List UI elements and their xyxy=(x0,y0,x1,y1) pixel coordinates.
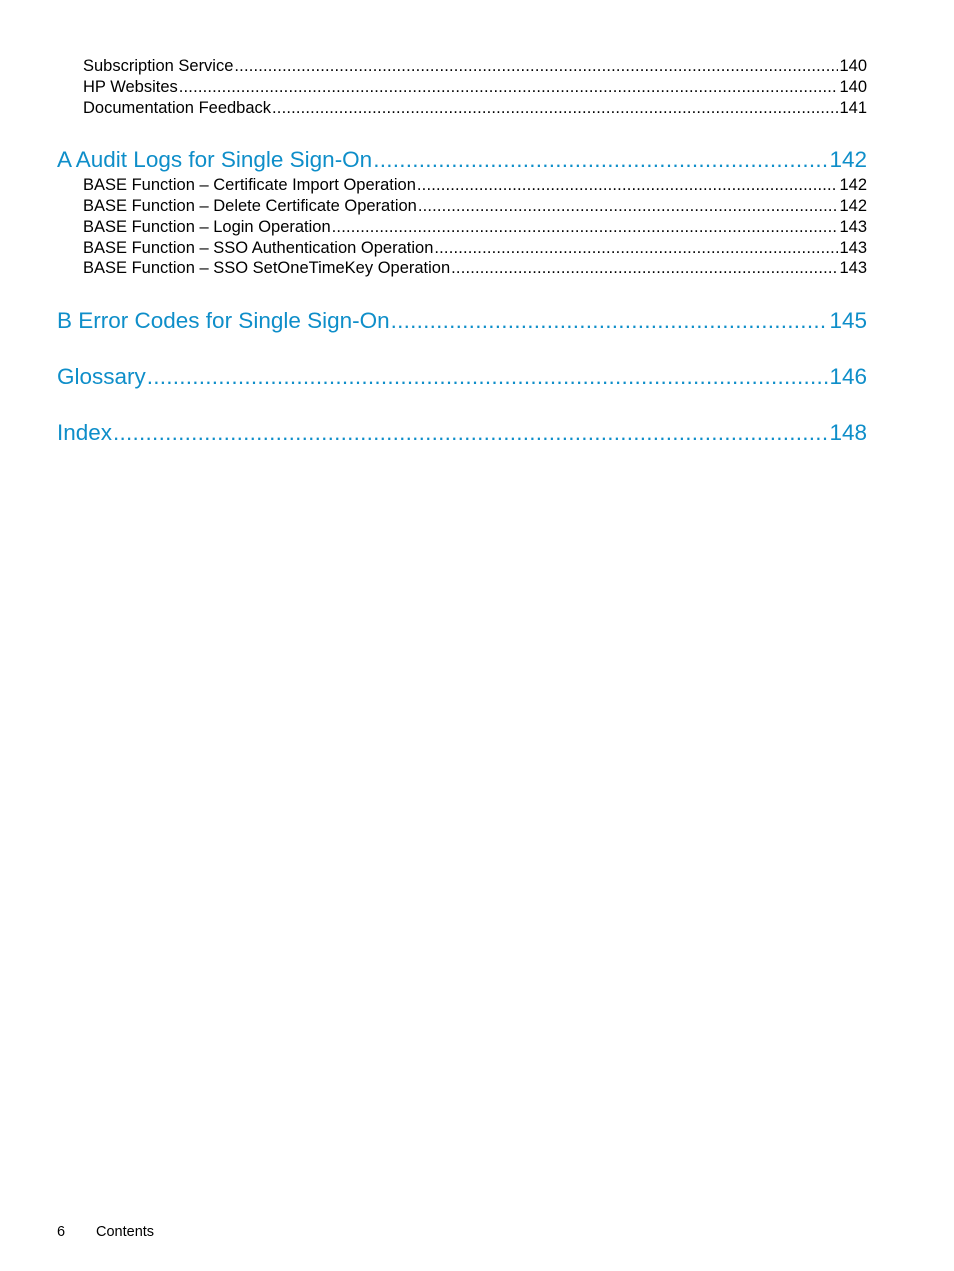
toc-chapter-index[interactable] xyxy=(57,418,867,448)
toc-entry-title: BASE Function – SSO SetOneTimeKey Operation xyxy=(83,259,451,277)
dot-leader xyxy=(434,238,838,259)
toc-entry-certificate-import[interactable] xyxy=(83,175,867,196)
toc-chapter-title: A Audit Logs for Single Sign-On xyxy=(57,147,373,172)
toc-entry-page: 140 xyxy=(839,78,867,96)
toc-entry-title: BASE Function – Delete Certificate Operation xyxy=(83,197,417,215)
toc-chapter-glossary[interactable] xyxy=(57,362,867,392)
toc-chapter-title: B Error Codes for Single Sign-On xyxy=(57,308,390,333)
toc-entry-page: 143 xyxy=(839,239,867,257)
dot-leader xyxy=(451,258,838,279)
dot-leader xyxy=(417,175,839,196)
footer-section-label: Contents xyxy=(96,1224,155,1240)
toc-entry-title: BASE Function – Certificate Import Operation xyxy=(83,176,416,194)
toc-entry-title: BASE Function – Login Operation xyxy=(83,218,331,236)
toc-entry-documentation-feedback[interactable] xyxy=(83,98,867,119)
toc-entry-title: Documentation Feedback xyxy=(83,99,272,117)
toc-chapter-title: Glossary xyxy=(57,364,146,389)
footer-page-number: 6 xyxy=(57,1224,66,1240)
dot-leader xyxy=(179,77,839,98)
toc-chapter-page: 145 xyxy=(829,308,867,333)
toc-entry-delete-certificate[interactable] xyxy=(83,196,867,217)
dot-leader xyxy=(332,217,839,238)
toc-chapter-title: Index xyxy=(57,420,113,445)
toc-entry-page: 142 xyxy=(839,197,867,215)
toc-chapter-appendix-b[interactable] xyxy=(57,306,867,336)
dot-leader xyxy=(113,418,828,448)
toc-chapter-page: 142 xyxy=(829,147,867,172)
toc-entry-sso-authentication[interactable] xyxy=(83,238,867,259)
toc-entry-title: Subscription Service xyxy=(83,57,234,75)
toc-entry-page: 140 xyxy=(839,57,867,75)
toc-entry-page: 141 xyxy=(839,99,867,117)
toc-entry-title: BASE Function – SSO Authentication Operation xyxy=(83,239,434,257)
toc-entry-page: 142 xyxy=(839,176,867,194)
dot-leader xyxy=(418,196,839,217)
dot-leader xyxy=(391,306,829,336)
toc-chapter-page: 148 xyxy=(829,420,867,445)
toc-entry-page: 143 xyxy=(839,218,867,236)
dot-leader xyxy=(147,362,829,392)
toc-entry-title: HP Websites xyxy=(83,78,178,96)
toc-entry-page: 143 xyxy=(839,259,867,277)
dot-leader xyxy=(272,98,838,119)
toc-chapter-appendix-a[interactable] xyxy=(57,145,867,175)
toc-entry-hp-websites[interactable] xyxy=(83,77,867,98)
dot-leader xyxy=(234,56,838,77)
toc-chapter-page: 146 xyxy=(829,364,867,389)
toc-entry-sso-setonetimekey[interactable] xyxy=(83,258,867,279)
toc-entry-subscription-service[interactable] xyxy=(83,56,867,77)
toc-entry-login-operation[interactable] xyxy=(83,217,867,238)
dot-leader xyxy=(373,145,828,175)
